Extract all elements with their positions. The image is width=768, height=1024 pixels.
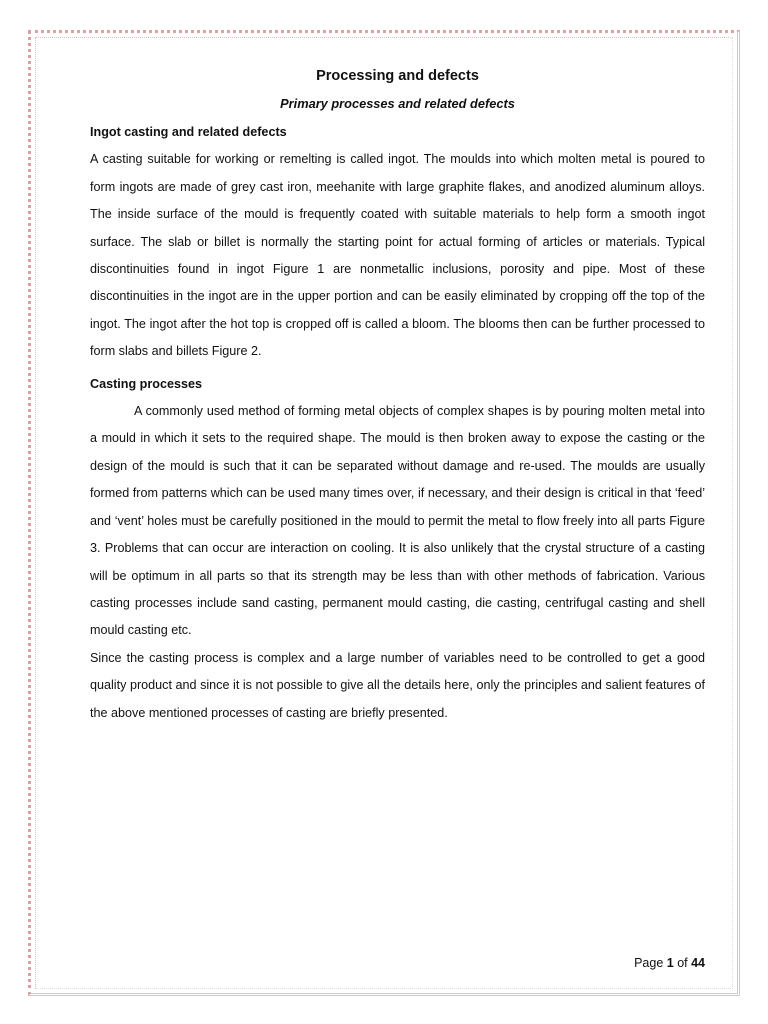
paragraph-ingot-casting: A casting suitable for working or remelting is called ingot. The moulds into which molten metal is poured to form ingots are made of grey cast iron, meehanite with large graphite flakes, and anodized aluminum alloys. The inside surface of the mould is frequently coated with suitable materials to help form a smooth ingot surface. The slab or billet is normally the starting point for actual forming of articles or materials. Typical discontinuities found in ingot Figure 1 are nonmetallic inclusions, porosity and pipe. Most of these discontinuities in the ingot are in the upper portion and can be easily eliminated by cropping off the top of the ingot. The ingot after the hot top is cropped off is called a bloom. The blooms then can be further processed to form slabs and billets Figure 2. [90, 152, 705, 359]
page-number: 1 [666, 956, 674, 970]
page-of-label: of [673, 956, 692, 970]
document-title: Processing and defects [316, 68, 479, 84]
section-heading-casting-processes: Casting processes [90, 376, 202, 391]
page-label: Page [634, 956, 667, 970]
page-footer [634, 956, 705, 970]
page-total: 44 [691, 956, 705, 970]
section-heading-ingot-casting: Ingot casting and related defects [90, 125, 287, 139]
document-body [90, 64, 705, 727]
paragraph-casting-summary: Since the casting process is complex and a large number of variables need to be controlled to get a good quality product and since it is not possible to give all the details here, only the principles and salient features of the above mentioned processes of casting are briefly presented. [90, 650, 705, 720]
paragraph-casting-method: A commonly used method of forming metal objects of complex shapes is by pouring molten metal into a mould in which it sets to the required shape. The mould is then broken away to expose the casting or the design of the mould is such that it can be separated without damage and re-used. The moulds are usually formed from patterns which can be used many times over, if necessary, and their design is critical in that ‘feed’ and ‘vent’ holes must be carefully positioned in the mould to permit the metal to flow freely into all parts Figure 3. Problems that can occur are interaction on cooling. It is also unlikely that the crystal structure of a casting will be optimum in all parts so that its strength may be less than with other methods of fabrication. Various casting processes include sand casting, permanent mould casting, die casting, centrifugal casting and shell mould casting etc. [90, 404, 705, 638]
document-subtitle: Primary processes and related defects [280, 96, 515, 111]
